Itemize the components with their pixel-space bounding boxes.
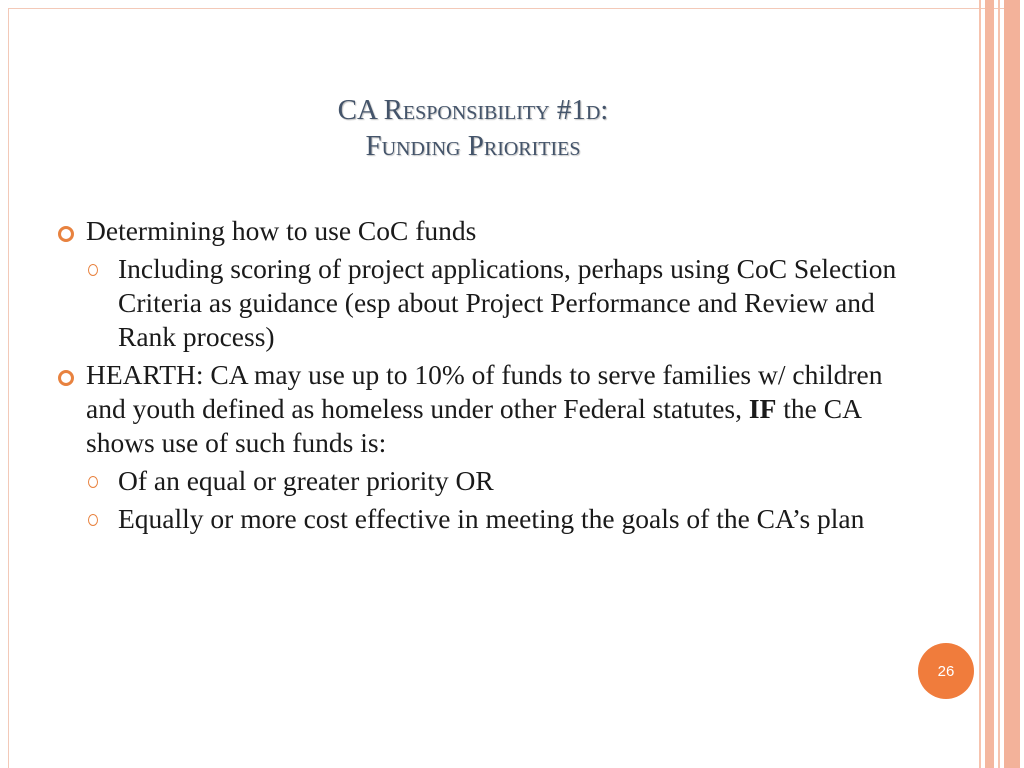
- circle-bullet-icon: [58, 226, 74, 242]
- title-line-2: Funding Priorities: [365, 130, 581, 162]
- slide-title: [0, 92, 946, 164]
- circle-bullet-icon: [58, 370, 74, 386]
- bullet-text: Determining how to use CoC funds: [86, 215, 477, 246]
- decor-stripe: [998, 0, 1000, 768]
- ring-bullet-icon: [88, 264, 98, 276]
- sub-bullet-item: [58, 252, 928, 354]
- sub-bullet-item: [58, 464, 928, 498]
- bullet-text-part: the CA shows use of such funds is:: [86, 393, 861, 458]
- decor-stripe: [1004, 0, 1020, 768]
- bullet-text-part: HEARTH: CA may use up to 10% of funds to serve families w/ children and youth defined as homeless under other Federal statutes,: [86, 359, 883, 424]
- decor-stripe: [985, 0, 994, 768]
- bullet-text-bold: IF: [748, 393, 777, 424]
- bullet-item: [58, 358, 928, 460]
- sub-bullet-text: Of an equal or greater priority OR: [118, 465, 494, 496]
- title-line-1: CA Responsibility #1d:: [337, 94, 609, 126]
- ring-bullet-icon: [88, 476, 98, 488]
- sub-bullet-text: Equally or more cost effective in meeting the goals of the CA’s plan: [118, 503, 865, 534]
- bullet-item: [58, 214, 928, 248]
- sub-bullet-text: Including scoring of project applications, perhaps using CoC Selection Criteria as guidance (esp about Project Performance and Review and Rank process): [118, 253, 897, 352]
- ring-bullet-icon: [88, 514, 98, 526]
- slide-content: [58, 214, 928, 540]
- page-number-badge: 26: [918, 643, 974, 699]
- sub-bullet-item: [58, 502, 928, 536]
- decor-stripe: [979, 0, 981, 768]
